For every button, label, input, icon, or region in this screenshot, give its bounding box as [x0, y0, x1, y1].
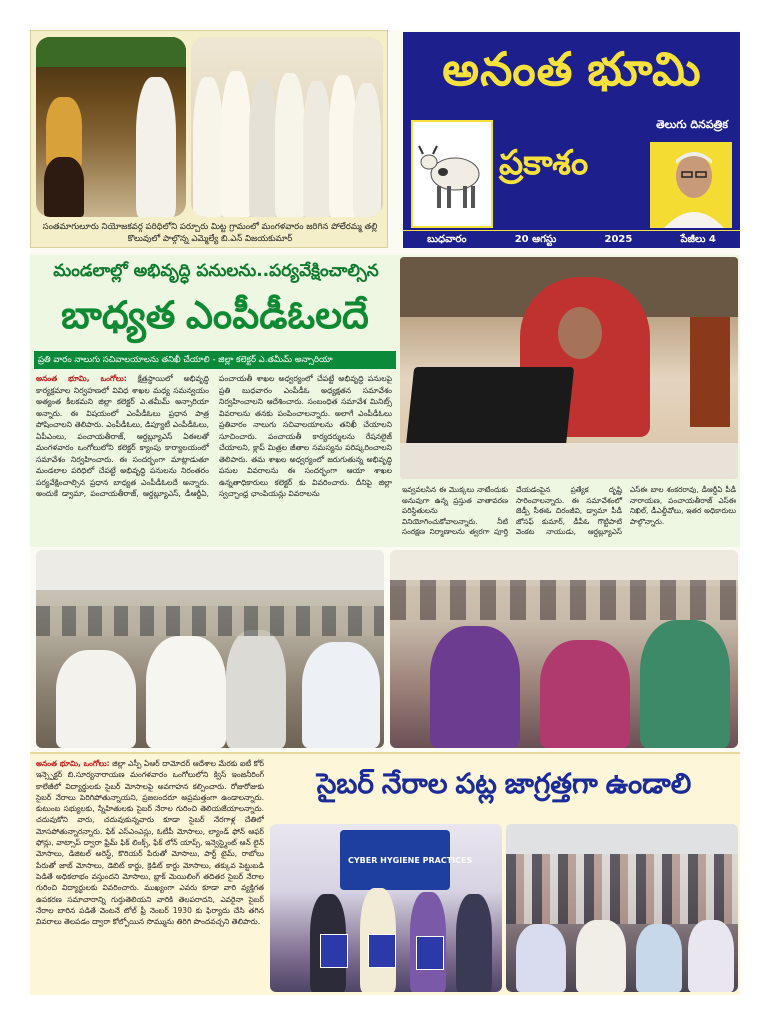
cyber-text: జిల్లా ఎస్పీ ఏఆర్ దామోదర్ ఆదేశాల మేరకు ఐటీ కోర్ ఇన్స్పెక్టర్ బి.సూర్యనారాయణ మంగళవారం ఒంగోలులోని క్విస్ ఇంజనీరింగ్ కాలేజీలో విద్యార్థులకు సైబర్ మోసాలపై అవగాహన కల్పించారు. రోజురోజుకు సైబర్ నేరాలు పెరిగిపోతున్నాయని, ప్రజలందరూ అప్రమత్తంగా ఉండాలన్నారు. కుటుంబ సభ్యులకు, స్నేహితులకు సైబర్ నేరాల గురించి తెలియజేయాలన్నారు. చదువుకోని వారు, చదువుకున్నవారు కూడా సైబర్ నేరగాళ్ల చేతిలో మోసపోతున్నారన్నారు. ఫేక్ ఎస్ఎంఎస్లు, ఓటీపీ మోసాలు, ల్యాండ్ ఫోన్ ఆఫర్ ఫోన్లు, వాట్సాప్ ద్వారా ఫ్రేమ్ ఫిక్ లింక్స్, ఫేక్ లోన్ యాప్స్, ఇన్వెస్ట్మెంట్ ఆన్ లైన్ మోసాలు, డిజిటల్ అరెస్ట్, కొరియర్ పేరుతో మోసాలు, పార్ట్ టైమ్, రాబోలు పేరుతో జాబ్ మోసాలు, డెబిట్ కార్డు, క్రెడిట్ కార్డు మోసాలు, తక్కువ పెట్టుబడి పెడితే అధికలాభం వస్తుందని మోసాలు, బ్లాక్ మెయిలింగ్ తదితర సైబర్ నేరాల గురించి విద్యార్థులకు వివరించారు. ముఖ్యంగా ఎవరు కూడా వారి వ్యక్తిగత ఉపకరణ సమాచారాన్ని గుర్తుతెలియని వారికి తెలపరాదని, ఎవరైనా సైబర్ నేరాల బారిన పడితే వెంటనే టోల్ ఫ్రీ నెంబర్ 1930 కు ఫిర్యాదు చేసి తగిన వివరాలు తెలపడం ద్వారా కోల్పోయిన సొమ్మును తిరిగి పొందవచ్చని తెలిపారు.	[36, 759, 264, 927]
student-figure	[516, 924, 566, 992]
mpdo-story	[30, 255, 740, 547]
priest-figure	[44, 157, 84, 217]
story-deck: ప్రతి వారం నాలుగు సచివాలయాలను తనిఖీ చేయాలి - జిల్లా కలెక్టర్ ఎ.తమీమ్ అన్సారియా	[34, 351, 396, 369]
date-bar	[403, 230, 740, 248]
garland-decoration	[36, 37, 186, 67]
attendee-figure	[430, 626, 520, 748]
crowd-row	[36, 606, 384, 636]
desk	[400, 443, 738, 479]
cyber-story-body	[36, 758, 264, 994]
person-figure	[303, 81, 331, 217]
meeting-photo-right	[390, 550, 738, 748]
top-photo-caption: సంతమాగులూరు నియోజకవర్గ పరిధిలోని పర్చూరు మిట్ట గ్రామంలో మంగళవారం జరిగిన పోలేరమ్మ తల్లి కొలువులో పాల్గొన్న ఎమ్మెల్యే బి.ఎన్ విజయకుమార్	[42, 222, 378, 244]
attendee-figure	[226, 630, 286, 748]
poster	[416, 936, 444, 970]
newspaper-subtitle: తెలుగు దినపత్రిక	[656, 118, 728, 131]
story-headline: బాధ్యత ఎంపీడీఓలదే	[61, 295, 369, 337]
crowd-row	[390, 580, 738, 620]
hall-ceiling	[506, 824, 738, 854]
attendee-figure	[640, 620, 730, 748]
banner-text: CYBER HYGIENE PRACTICES	[348, 856, 473, 865]
edition-name: ప్రకాశం	[499, 144, 589, 182]
devotee-figure	[136, 77, 176, 217]
meeting-photos	[30, 550, 740, 748]
hall-ceiling	[36, 550, 384, 590]
cyber-workshop-photo	[270, 824, 502, 992]
masthead	[403, 32, 740, 248]
newspaper-page	[30, 30, 740, 995]
attendee-figure	[540, 640, 630, 748]
page-count: పేజీలు 4	[680, 233, 716, 245]
story-body-continued: ఇవ్వవలసిన ఈ మొక్కలు నాటేందుకు అనువుగా ఉన్న ప్రస్తుత వాతావరణ పరిస్థితులను వినియోగించుకోవాలన్నారు. నీటి సంరక్షణ నిర్మాణాలను త్వరగా పూర్తి చేయడంపైన ప్రత్యేక దృష్టి సారించాలన్నారు. ఈ సమావేశంలో జెడ్పీ సీఈఓ చిరంజీవి, డ్వామా పీడీ జోసఫ్ కుమార్, డీపీఓ గొట్టిపాటి వెంకట నాయుడు, ఆర్డబ్ల్యూఎస్ ఎస్ఈ బాల శంకరరావు, డీఆర్డీఏ పీడీ నారాయణ, పంచాయతీరాజ్ ఎస్ఈ నిఖిల్, డీఎల్డీవోలు, ఇతర అధికారులు పాల్గొన్నారు.	[402, 485, 736, 536]
students-audience-photo	[506, 824, 738, 992]
collector-face	[558, 307, 602, 359]
issue-year: 2025	[604, 234, 633, 245]
cyber-dateline: అనంత భూమి, ఒంగోలు:	[36, 759, 110, 768]
portrait-icon	[650, 142, 732, 228]
collector-photo	[400, 257, 738, 479]
story-kicker: మండలాల్లో అభివృద్ధి పనులను..పర్యవేక్షించాల్సిన	[53, 261, 379, 281]
student-rows	[506, 854, 738, 924]
story-body	[36, 373, 392, 545]
laptop	[406, 367, 574, 447]
person-figure	[275, 73, 305, 217]
group-photo	[191, 37, 383, 217]
issue-day: బుధవారం	[427, 233, 467, 245]
cow-logo-image	[411, 120, 493, 228]
attendee-figure	[56, 650, 136, 748]
student-figure	[576, 920, 626, 992]
person-figure	[221, 71, 251, 217]
official-figure	[456, 894, 492, 992]
chair-back	[690, 317, 730, 427]
poster	[320, 934, 348, 968]
person-figure	[193, 77, 223, 217]
meeting-photo-left	[36, 550, 384, 748]
attendee-figure	[146, 636, 226, 748]
person-figure	[353, 83, 381, 217]
top-photo-block	[30, 30, 388, 248]
founder-portrait	[650, 142, 732, 228]
cow-icon	[413, 122, 491, 226]
cyber-headline: సైబర్ నేరాల పట్ల జాగ్రత్తగా ఉండాలి	[316, 768, 692, 799]
student-figure	[688, 920, 734, 992]
person-figure	[249, 79, 277, 217]
issue-date: 20 ఆగస్టు	[514, 233, 557, 245]
poster	[368, 934, 396, 968]
attendee-figure	[302, 642, 380, 748]
newspaper-title: అనంత భూమి	[442, 43, 702, 95]
cyber-story	[30, 752, 740, 995]
story-text: క్షేత్రస్థాయిలో అభివృద్ధి కార్యక్రమాల నిర్వహణలో వివిధ శాఖల మధ్య సమన్వయం అత్యంత కీలకమని జిల్లా కలెక్టర్ ఎ.తమీమ్ అన్సారియా అన్నారు. ఈ విషయంలో ఎంపీడీఓలు ప్రధాన పాత్ర పోషించాలని తెలిపారు. ఎంపీడీఓలు, డిప్యూటీ ఎంపీడీఓలు, ఏపీఎంలు, పంచాయతీరాజ్, ఆర్డబ్ల్యూఎస్ ఏఈలతో మంగళవారం ఒంగోలులోని కలెక్టర్ క్యాంపు కార్యాలయంలో సమావేశం నిర్వహించారు. ఈ సందర్భంగా మాట్లాడుతూ మండలాల పరిధిలో చేపట్టే అభివృద్ధి పనులను నిరంతరం పర్యవేక్షించాల్సిన ప్రధాన బాధ్యత ఎంపీడీఓలదే అన్నారు. అందుకే డ్వామా, పంచాయతీరాజ్, ఆర్డబ్ల్యూఎస్, డీఆర్డీఏ, పంచాయతీ శాఖల అధ్వర్యంలో చేపట్టే అభివృద్ధి పనులపై ప్రతి బుధవారం ఎంపీడీఓ అధ్యక్షతన సమావేశం నిర్వహించాలని ఆదేశించారు. సంబంధిత సమావేశ మినిట్స్ వివరాలను తనకు పంపించాలన్నారు. అలాగే ఎంపీడీఓలు ప్రతివారం నాలుగు సచివాలయాలను తనిఖీ చేయాలని సూచించారు. పంచాయతీ కార్యదర్శులను రేషనలైజ్ చేయాలని, క్లాప్ మిత్రల జీతాల సమస్యను పరిష్కరించాలని తెలిపారు. తమ శాఖల అధ్వర్యంలో జరుగుతున్న అభివృద్ధి పనుల వివరాలను ఈ సందర్భంగా ఆయా శాఖల ఉన్నతాధికారులు కలెక్టర్ కు వివరించారు. దీనిపై జిల్లా స్వచ్ఛాంధ్ర ఛాంపియన్లు వివరాలను	[36, 374, 392, 498]
story-dateline: అనంత భూమి, ఒంగోలు:	[36, 374, 127, 383]
student-figure	[636, 924, 682, 992]
temple-photo	[36, 37, 186, 217]
